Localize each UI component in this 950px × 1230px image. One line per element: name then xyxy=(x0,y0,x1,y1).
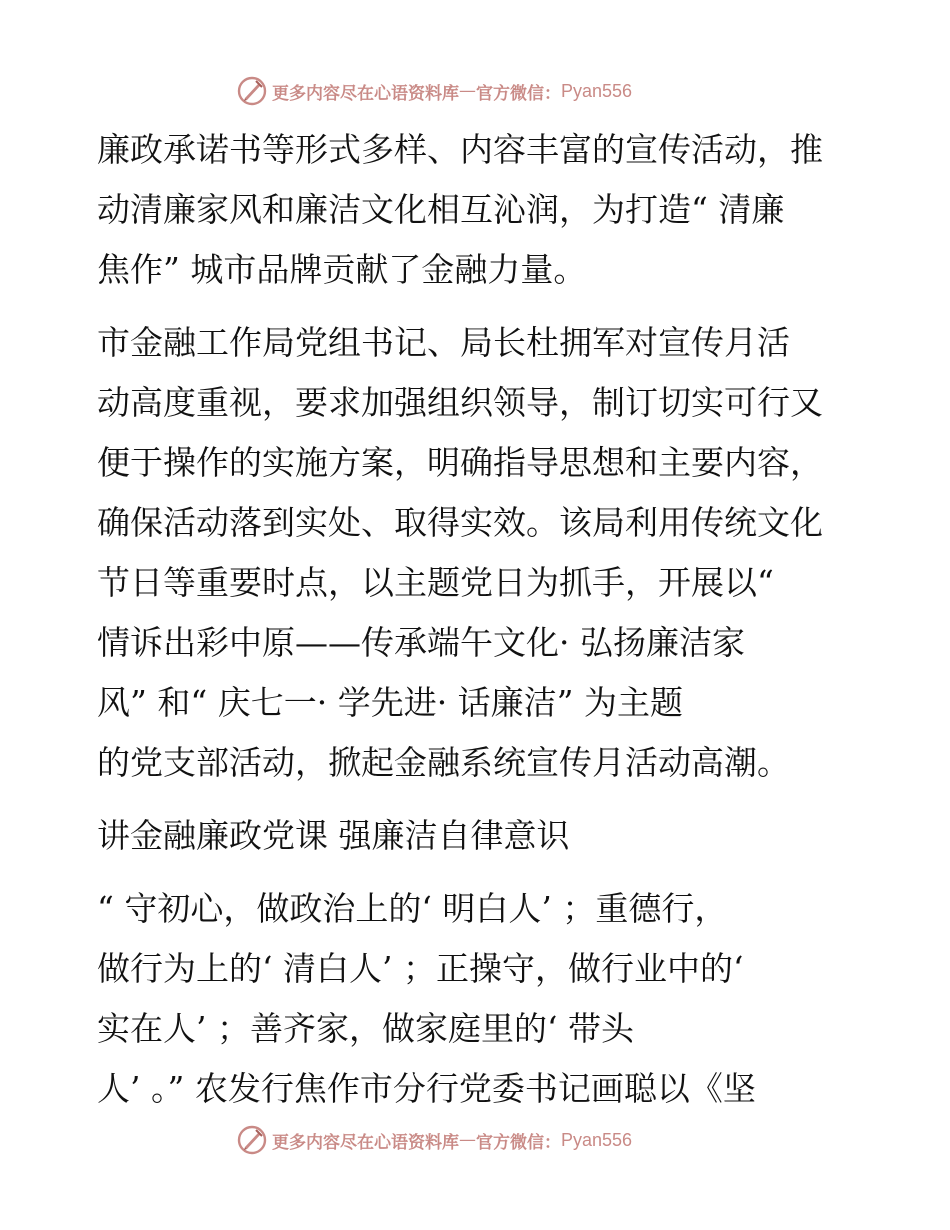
text-line: 人’ 。” 农发行焦作市分行党委书记画聪以《坚 xyxy=(97,1069,756,1108)
text-line: 市金融工作局党组书记、局长杜拥军对宣传月活 xyxy=(97,323,790,362)
text-line: 实在人’ ；善齐家，做家庭里的‘ 带头 xyxy=(97,1009,634,1048)
text-line: “ 守初心，做政治上的‘ 明白人’ ；重德行， xyxy=(97,889,728,928)
text-line: 的党支部活动，掀起金融系统宣传月活动高潮。 xyxy=(97,743,790,782)
section-heading: 讲金融廉政党课 强廉洁自律意识 xyxy=(97,816,570,855)
paragraph-2 xyxy=(97,313,853,793)
quill-pen-logo-icon xyxy=(236,1124,268,1156)
text-line: 情诉出彩中原——传承端午文化· 弘扬廉洁家 xyxy=(97,623,745,662)
watermark-wechat-label: 官方微信： xyxy=(476,1132,561,1153)
watermark-wechat-id: Pyan556 xyxy=(561,80,633,101)
watermark-separator: — xyxy=(459,81,476,101)
text-line: 廉政承诺书等形式多样、内容丰富的宣传活动，推 xyxy=(97,130,823,169)
text-line: 动清廉家风和廉洁文化相互沁润，为打造“ 清廉 xyxy=(97,190,785,229)
document-body xyxy=(97,120,853,1119)
text-line: 确保活动落到实处、取得实效。该局利用传统文化 xyxy=(97,503,823,542)
text-line: 节日等重要时点，以主题党日为抓手，开展以“ xyxy=(97,563,774,602)
text-line: 动高度重视，要求加强组织领导，制订切实可行又 xyxy=(97,383,823,422)
text-line: 便于操作的实施方案，明确指导思想和主要内容， xyxy=(97,443,823,482)
text-line: 做行为上的‘ 清白人’ ；正操守，做行业中的‘ xyxy=(97,949,744,988)
footer-watermark xyxy=(236,1122,632,1158)
text-line: 风” 和“ 庆七一· 学先进· 话廉洁” 为主题 xyxy=(97,683,684,722)
watermark-separator: — xyxy=(459,1130,476,1150)
watermark-text: 更多内容尽在心语资料库 xyxy=(272,1132,459,1153)
watermark-text: 更多内容尽在心语资料库 xyxy=(272,83,459,104)
paragraph-3 xyxy=(97,879,853,1119)
watermark-wechat-id: Pyan556 xyxy=(561,1129,633,1150)
watermark-wechat-label: 官方微信： xyxy=(476,83,561,104)
paragraph-1 xyxy=(97,120,853,300)
quill-pen-logo-icon xyxy=(236,75,268,107)
header-watermark xyxy=(236,73,632,109)
text-line: 焦作” 城市品牌贡献了金融力量。 xyxy=(97,250,587,289)
